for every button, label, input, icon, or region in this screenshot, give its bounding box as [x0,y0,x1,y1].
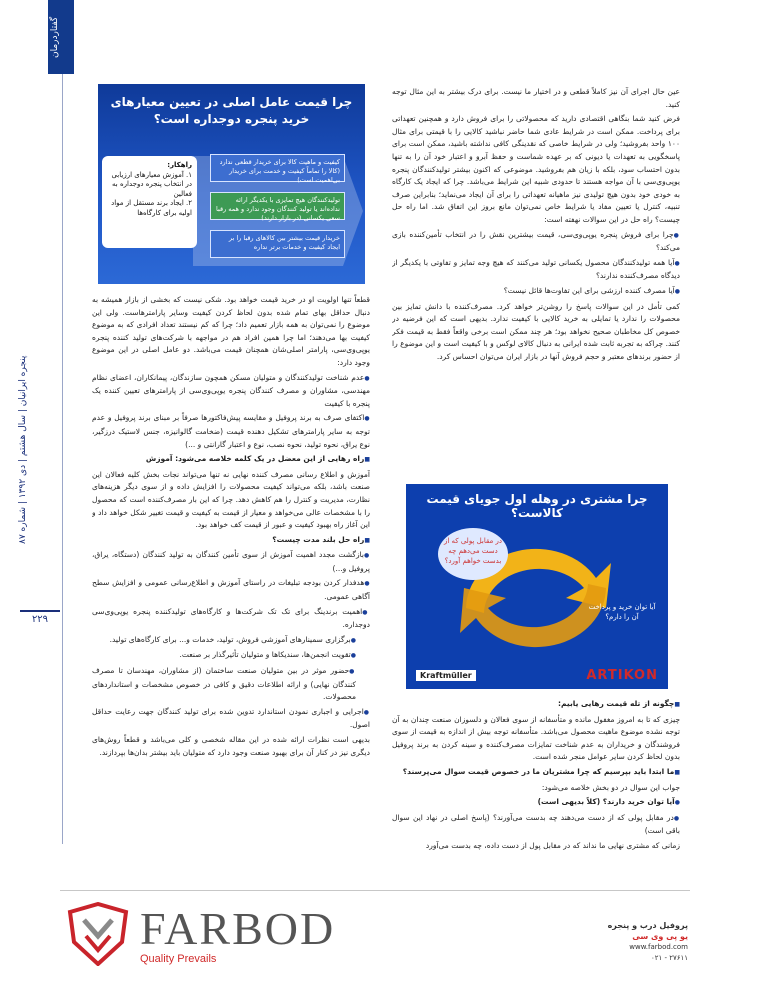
artikon-logo: ARTIKON [586,668,658,683]
bullet-item: ● اکتفای صرف به برند پروفیل و مقایسه پیش‌فاکتورها صرفاً بر مبنای برند پروفیل و عدم توجه به سایر پارامترهای تشکیل دهنده قیمت (ضخامت گالوانیزه، جنس لاستیک درزگیر، نوع یراق، نحوه تولید، نحوه نصب، نوع و اعتبار گارانتی و ...) [92,412,370,451]
kraftmuller-logo: Kraftmüller [416,670,476,681]
paragraph: عین حال اجرای آن نیز کاملاً قطعی و در اختیار ما نیست. برای درک بیشتر به این مثال توجه کنید. [392,87,680,109]
solution-item: ۱. آموزش معیارهای ارزیابی در انتخاب پنجره دوجداره به فعالین [111,170,192,198]
speech-bubble: در مقابل پولی که از دست می‌دهم چه بدست خواهم آورد؟ [438,528,508,580]
reason-box: کیفیت و ماهیت کالا برای خریدار قطعی ندارد (کالا را تماماً کیفیت و خدمت برای خریدار بی‌اهمیت است) [210,154,345,182]
footer-phone: ۰۲۱ - ۲۷۶۱۱ [650,954,688,962]
reason-box: خریدار قیمت بیشتر بین کالاهای رقبا را بر ایجاد کیفیت و خدمات برتر نداره [210,230,345,258]
sub-bullet-item: ● تقویت انجمن‌ها، سندیکاها و متولیان تأثیرگذار بر صنعت. [92,649,370,663]
sub-bullet-item: ● برگزاری سمینارهای آموزشی فروش، تولید، خدمات و... برای کارگاه‌های تولید. [92,634,370,648]
footer-contact [598,920,688,964]
footer-line: یو پی وی سی [632,932,688,941]
magazine-issue-label: پنجره ایرانیان | سال هشتم | دی ۱۳۹۲ | شماره ۸۷ [18,355,28,545]
paragraph: آموزش و اطلاع رسانی مصرف کننده نهایی نه تنها می‌تواند نجات بخش کلیه فعالان این صنعت باشد، بلکه می‌تواند کیفیت محصولات را افزایش داده و از سوی دیگر هزینه‌های نظارت، مدیریت و کنترل را هم کاهش دهد. چرا که این بار مصرف‌کننده است که محصول را با مشخصات عالی می‌خواهد و معیار از قیمت به کیفیت و قیمت تغییر شکل خواهد داد و این آغاز راه بهبود کیفیت و عبور از قیمت کف خواهد بود. [92,469,370,530]
bullet-item: ● آیا توان خرید دارند؟ (کلاً بدیهی است) [392,796,680,810]
paragraph: کمی تأمل در این سوالات پاسخ را روشن‌تر خواهد کرد. مصرف‌کننده با دانش تمایز بین محصولات را ندارد یا تمایلی به خرید کالایی با کیفیت ندارد. بدیهی است که این فرضیه در خصوص کل مخاطبان صحیح نخواهد بود؛ هر چند ممکن است برخی واقعاً فقط به قیمت فکر کنند. چراکه به تجربه ثابت شده ایرانی به دنبال کالای لوکس و با کیفیت است و این موضوع را از حضور برندهای معتبر و حجم فروش آنها در بازار ایران می‌توان احساس کرد. [392,301,680,361]
bullet-item: ● اجرایی و اجباری نمودن استاندارد تدوین شده برای تولید کنندگان جهت رعایت حداقل اصول. [92,706,370,732]
question-item: ● آیا همه تولیدکنندگان محصول یکسانی تولید می‌کنند که هیچ وجه تمایز و تفاوتی با یکدیگر از دیدگاه مصرف‌کننده ندارند؟ [392,257,680,283]
footer-line: پروفیل درب و پنجره [607,921,688,930]
side-divider [62,74,63,844]
paragraph: بدیهی است نظرات ارائه شده در این مقاله شخصی و کلی می‌باشد و قطعاً روش‌های دیگری نیز در کنار آن برای بهبود صنعت وجود دارد که متولیان باید بیشتر بدان‌ها بپردازند. [92,735,370,757]
solution-box [102,156,197,248]
bullet-item: ● هدفدار کردن بودجه تبلیغات در راستای آموزش و اطلاع‌رسانی عمومی و افزایش سطح آگاهی عمومی. [92,577,370,603]
speech-text: آیا توان خرید و پرداخت آن را دارم؟ [588,603,656,621]
sub-bullet-item: ● حضور موثر در بین متولیان صنعت ساختمان (از مشاوران، مهندسان تا مصرف کنندگان نهایی) و ارائه اطلاعات دقیق و کافی در خصوص مشخصات و استانداردهای محصولات. [92,665,370,704]
footer-website: www.farbod.com [629,943,688,951]
bullet-item: ● در مقابل پولی که از دست می‌دهند چه بدست می‌آورند؟ (پاسخ اصلی در نهاد این سوال باقی است) [392,812,680,838]
section-heading: ■ چگونه از تله قیمت رهایی یابیم: [392,698,680,712]
bullet-item: ● اهمیت برندینگ برای تک تک شرکت‌ها و کارگاه‌های تولیدکننده پنجره یو‌پی‌وی‌سی دوجداره. [92,606,370,632]
solution-title: راهکار: [167,161,192,169]
page-number: ۲۲۹ [20,610,60,632]
bullet-item: ● عدم شناخت تولیدکنندگان و متولیان مسکن همچون سازندگان، پیمانکاران، اعضای نظام مهندسی، مشاوران و مصرف کنندگان پنجره یو‌پی‌وی‌سی از پارامترهای تعیین کننده یک پنجره با کیفیت [92,372,370,411]
right-column-lower [392,698,680,884]
bullet-item: ● بازگشت مجدد اهمیت آموزش از سوی تأمین کنندگان به تولید کنندگان (دستگاه، یراق، پروفیل و...) [92,549,370,575]
reason-box: تولیدکنندگان هیچ تمایزی با یکدیگر ارائه نداده‌اند یا تولید کنندگان وجود ندارد و همه رقبا سعی یکسانی (در بازار دارند) [210,192,345,220]
paragraph: قطعاً تنها اولویت او در خرید قیمت خواهد بود. شکی نیست که بخشی از بازار همیشه به دنبال حداقل بهای تمام شده بدون لحاظ کردن کیفیت وسایر پارامترهاست. ولی این موضوع را نمی‌توان به همه بازار تعمیم داد؛ چرا که کم نیستند تعداد افرادی که به موضوع کیفیت بها می‌دهند؛ اما چرا همین افراد هم در مواجهه با شرکت‌های تولید کننده پنجره یو‌پی‌وی‌سی، پارامتر اصلی‌شان همچنان قیمت می‌باشد. دو عامل اصلی در این موضوع وجود دارد: [92,295,370,367]
farbod-brand: FARBOD [140,903,336,954]
left-column [92,294,370,886]
slide-title: چرا مشتری در وهله اول جویای قیمت کالاست؟ [426,492,648,520]
paragraph: فرض کنید شما بنگاهی اقتصادی دارید که محصولاتی را برای فروش دارد و همچنین تعهداتی برای پرداخت. ممکن است در شرایط عادی شما حاضر نباشید کالایی را با قیمتی برای مثال ۱۰۰ واحد بفروشید؛ ولی در شرایط خاصی که نقدینگی کافی نداشته باشید، ممکن است برای پاسخگویی به تعهدات یا دیونی که بر عهده شماست و حفظ آبرو و اعتبار خود آن را به تنها بدون احتساب سود، بلکه با زیان هم بفروشید. موضوعی که اکنون بیشتر تولیدکنندگان پنجره یو‌پی‌وی‌سی با آن مواجه هستند تا حدودی شبیه این شرایط می‌باشد. چرا که ایجاد یک کارگاه به خودی خود بدون هیچ تولیدی نیز ماهیانه تعهداتی را برای آن ایجاد می‌نماید؛ بنابراین صرف تنبیه، کنترل یا تعیین مفاد یا شرایط خاص نمی‌توان مانع بروز این اتفاق شد. اما راه حل چیست؟ راه حل در این سوالات نهفته است: [392,114,680,224]
solution-item: ۲. ایجاد برند مستقل از مواد اولیه برای کارگاه‌ها [111,199,192,217]
paragraph: زمانی که مشتری نهایی ما نداند که در مقابل پول از دست داده، چه بدست می‌آورد [425,840,680,850]
farbod-slogan: Quality Prevails [140,953,217,965]
section-tab-label: گفتاردرمان [50,16,60,58]
slide-price-factor-figure [98,84,365,284]
section-tab [48,0,74,74]
slide-title: چرا قیمت عامل اصلی در تعیین معیارهای خرید پنجره دوجداره است؟ [110,95,353,126]
right-column-upper [392,86,680,462]
slide-price-question-figure [406,484,668,689]
footer-divider [60,890,690,891]
paragraph: چیزی که تا به امروز مغفول مانده و متأسفانه از سوی فعالان و دلسوزان صنعت چندان به آن توجه نشده موضوع ماهیت محصول می‌باشد. متأسفانه توجه بیش از اندازه به قیمت از سوی فروشندگان و خریداران به عدم شناخت تمایزات مصرف‌کننده و سینه کردن به برند پروفیل بدون لحاظ کردن سایر عوامل منجر شده است. [392,714,680,762]
paragraph: جواب این سوال در دو بخش خلاصه می‌شود: [541,782,680,792]
section-heading: ■ راه حل بلند مدت چیست؟ [92,534,370,548]
question-item: ● آیا مصرف کننده ارزشی برای این تفاوت‌ها قائل نیست؟ [392,285,680,299]
farbod-logo-icon [66,902,130,966]
section-heading: ■ راه رهایی از این معضل در یک کلمه خلاصه می‌شود: آموزش [92,453,370,467]
section-heading: ■ ما ابتدا باید بپرسیم که چرا مشتریان ما در خصوص قیمت سوال می‌پرسند؟ [392,766,680,780]
question-item: ● چرا برای فروش پنجره یو‌پی‌وی‌سی، قیمت بیشترین نقش را در انتخاب تأمین‌کننده بازی می‌کند؟ [392,229,680,255]
